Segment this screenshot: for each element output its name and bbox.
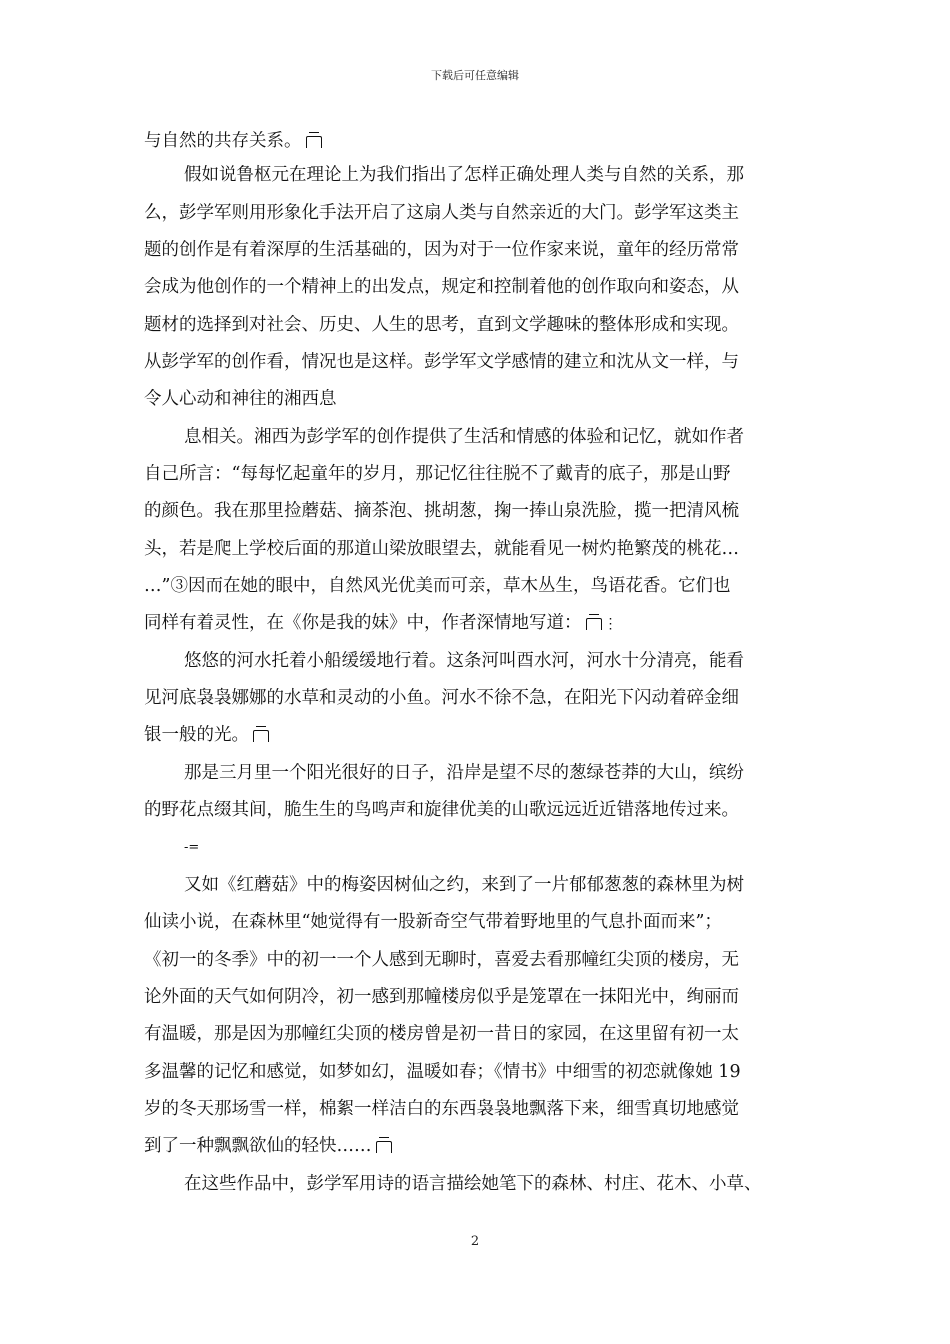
text-line — [144, 984, 739, 1010]
text-line-content: 有温暖，那是因为那幢红尖顶的楼房曾是初一昔日的家园，在这里留有初一太 — [144, 1024, 739, 1044]
text-line — [184, 872, 744, 898]
text-line-content: 假如说鲁枢元在理论上为我们指出了怎样正确处理人类与自然的关系，那 — [184, 165, 744, 185]
text-line-content: 银一般的光。 — [144, 725, 249, 745]
edit-mark-icon — [253, 730, 269, 742]
text-line-content: 论外面的天气如何阴冷，初一感到那幢楼房似乎是笼罩在一抹阳光中，绚丽而 — [144, 987, 739, 1007]
text-line-content: 《初一的冬季》中的初一一个人感到无聊时，喜爱去看那幢红尖顶的楼房，无 — [144, 950, 739, 970]
text-line-content: 那是三月里一个阳光很好的日子，沿岸是望不尽的葱绿苍莽的大山，缤纷 — [184, 763, 744, 783]
text-line-content: 令人心动和神往的湘西息 — [144, 389, 337, 409]
edit-mark-icon — [306, 136, 322, 148]
text-line — [144, 573, 730, 599]
text-line — [144, 722, 269, 748]
text-line-content: 的颜色。我在那里捡蘑菇、摘茶泡、挑胡葱，掬一捧山泉洗脸，揽一把清风梳 — [144, 501, 739, 521]
text-line-content: 多温馨的记忆和感觉，如梦如幻，温暖如春；《情书》中细雪的初恋就像她 19 — [144, 1062, 741, 1082]
text-line-content: 头，若是爬上学校后面的那道山梁放眼望去，就能看见一树灼艳繁茂的桃花… — [144, 539, 739, 559]
edit-mark-icon — [376, 1141, 392, 1153]
text-line — [144, 312, 739, 338]
text-line-content: …”③因而在她的眼中，自然风光优美而可亲，草木丛生，鸟语花香。它们也 — [144, 576, 731, 596]
text-line-content: 又如《红蘑菇》中的梅姿因树仙之约，来到了一片郁郁葱葱的森林里为树 — [184, 875, 744, 895]
text-line — [144, 274, 739, 300]
text-line-content: 到了一种飘飘欲仙的轻快…… — [144, 1136, 372, 1156]
text-line — [144, 947, 739, 973]
text-line — [144, 1133, 392, 1159]
text-line — [144, 1059, 741, 1085]
text-line-content: 自己所言：“每每忆起童年的岁月，那记忆往往脱不了戴青的底子，那是山野 — [144, 464, 731, 484]
text-line — [144, 797, 739, 823]
text-line-content: 的野花点缀其间，脆生生的鸟鸣声和旋律优美的山歌远远近近错落地传过来。 — [144, 800, 739, 820]
text-line-content: 见河底袅袅娜娜的水草和灵动的小鱼。河水不徐不急，在阳光下闪动着碎金细 — [144, 688, 739, 708]
edit-mark-icon — [586, 618, 602, 630]
text-line — [184, 424, 744, 450]
text-line — [144, 685, 739, 711]
text-line-content: -= — [184, 840, 200, 855]
text-line-content: 题材的选择到对社会、历史、人生的思考，直到文学趣味的整体形成和实现。 — [144, 315, 739, 335]
text-line-content: 岁的冬天那场雪一样，棉絮一样洁白的东西袅袅地飘落下来，细雪真切地感觉 — [144, 1099, 739, 1119]
text-line — [184, 162, 744, 188]
text-line — [144, 128, 322, 154]
text-line — [144, 1096, 739, 1122]
text-line — [184, 760, 744, 786]
text-line-content: 息相关。湘西为彭学军的创作提供了生活和情感的体验和记忆，就如作者 — [184, 427, 744, 447]
text-line — [144, 498, 739, 524]
text-line-content: 与自然的共存关系。 — [144, 131, 302, 151]
text-line — [184, 1171, 762, 1197]
text-line — [144, 909, 722, 935]
page-number: 2 — [470, 1234, 480, 1249]
text-line — [144, 386, 337, 412]
text-line — [184, 835, 199, 861]
text-line-content: 仙读小说，在森林里“她觉得有一股新奇空气带着野地里的气息扑面而来”； — [144, 912, 722, 932]
text-line-content: 同样有着灵性，在《你是我的妹》中，作者深情地写道： — [144, 613, 582, 633]
text-line — [144, 200, 739, 226]
text-line-content: 在这些作品中，彭学军用诗的语言描绘她笔下的森林、村庄、花木、小草、 — [184, 1174, 762, 1194]
text-line-content: 会成为他创作的一个精神上的出发点，规定和控制着他的创作取向和姿态，从 — [144, 277, 739, 297]
text-line-content: 么，彭学军则用形象化手法开启了这扇人类与自然亲近的大门。彭学军这类主 — [144, 203, 739, 223]
text-line — [184, 648, 744, 674]
text-line-content: 从彭学军的创作看，情况也是这样。彭学军文学感情的建立和沈从文一样，与 — [144, 352, 739, 372]
text-line — [144, 461, 730, 487]
text-line-content: 悠悠的河水托着小船缓缓地行着。这条河叫酉水河，河水十分清亮，能看 — [184, 651, 744, 671]
text-line-content: 题的创作是有着深厚的生活基础的，因为对于一位作家来说，童年的经历常常 — [144, 240, 739, 260]
text-line — [144, 1021, 739, 1047]
text-line — [144, 536, 739, 562]
text-line — [144, 237, 739, 263]
text-line — [144, 349, 739, 375]
colon-mark-icon: ⋮ — [603, 616, 618, 632]
text-line — [144, 610, 618, 636]
page-header: 下载后可任意编辑 — [431, 69, 519, 82]
